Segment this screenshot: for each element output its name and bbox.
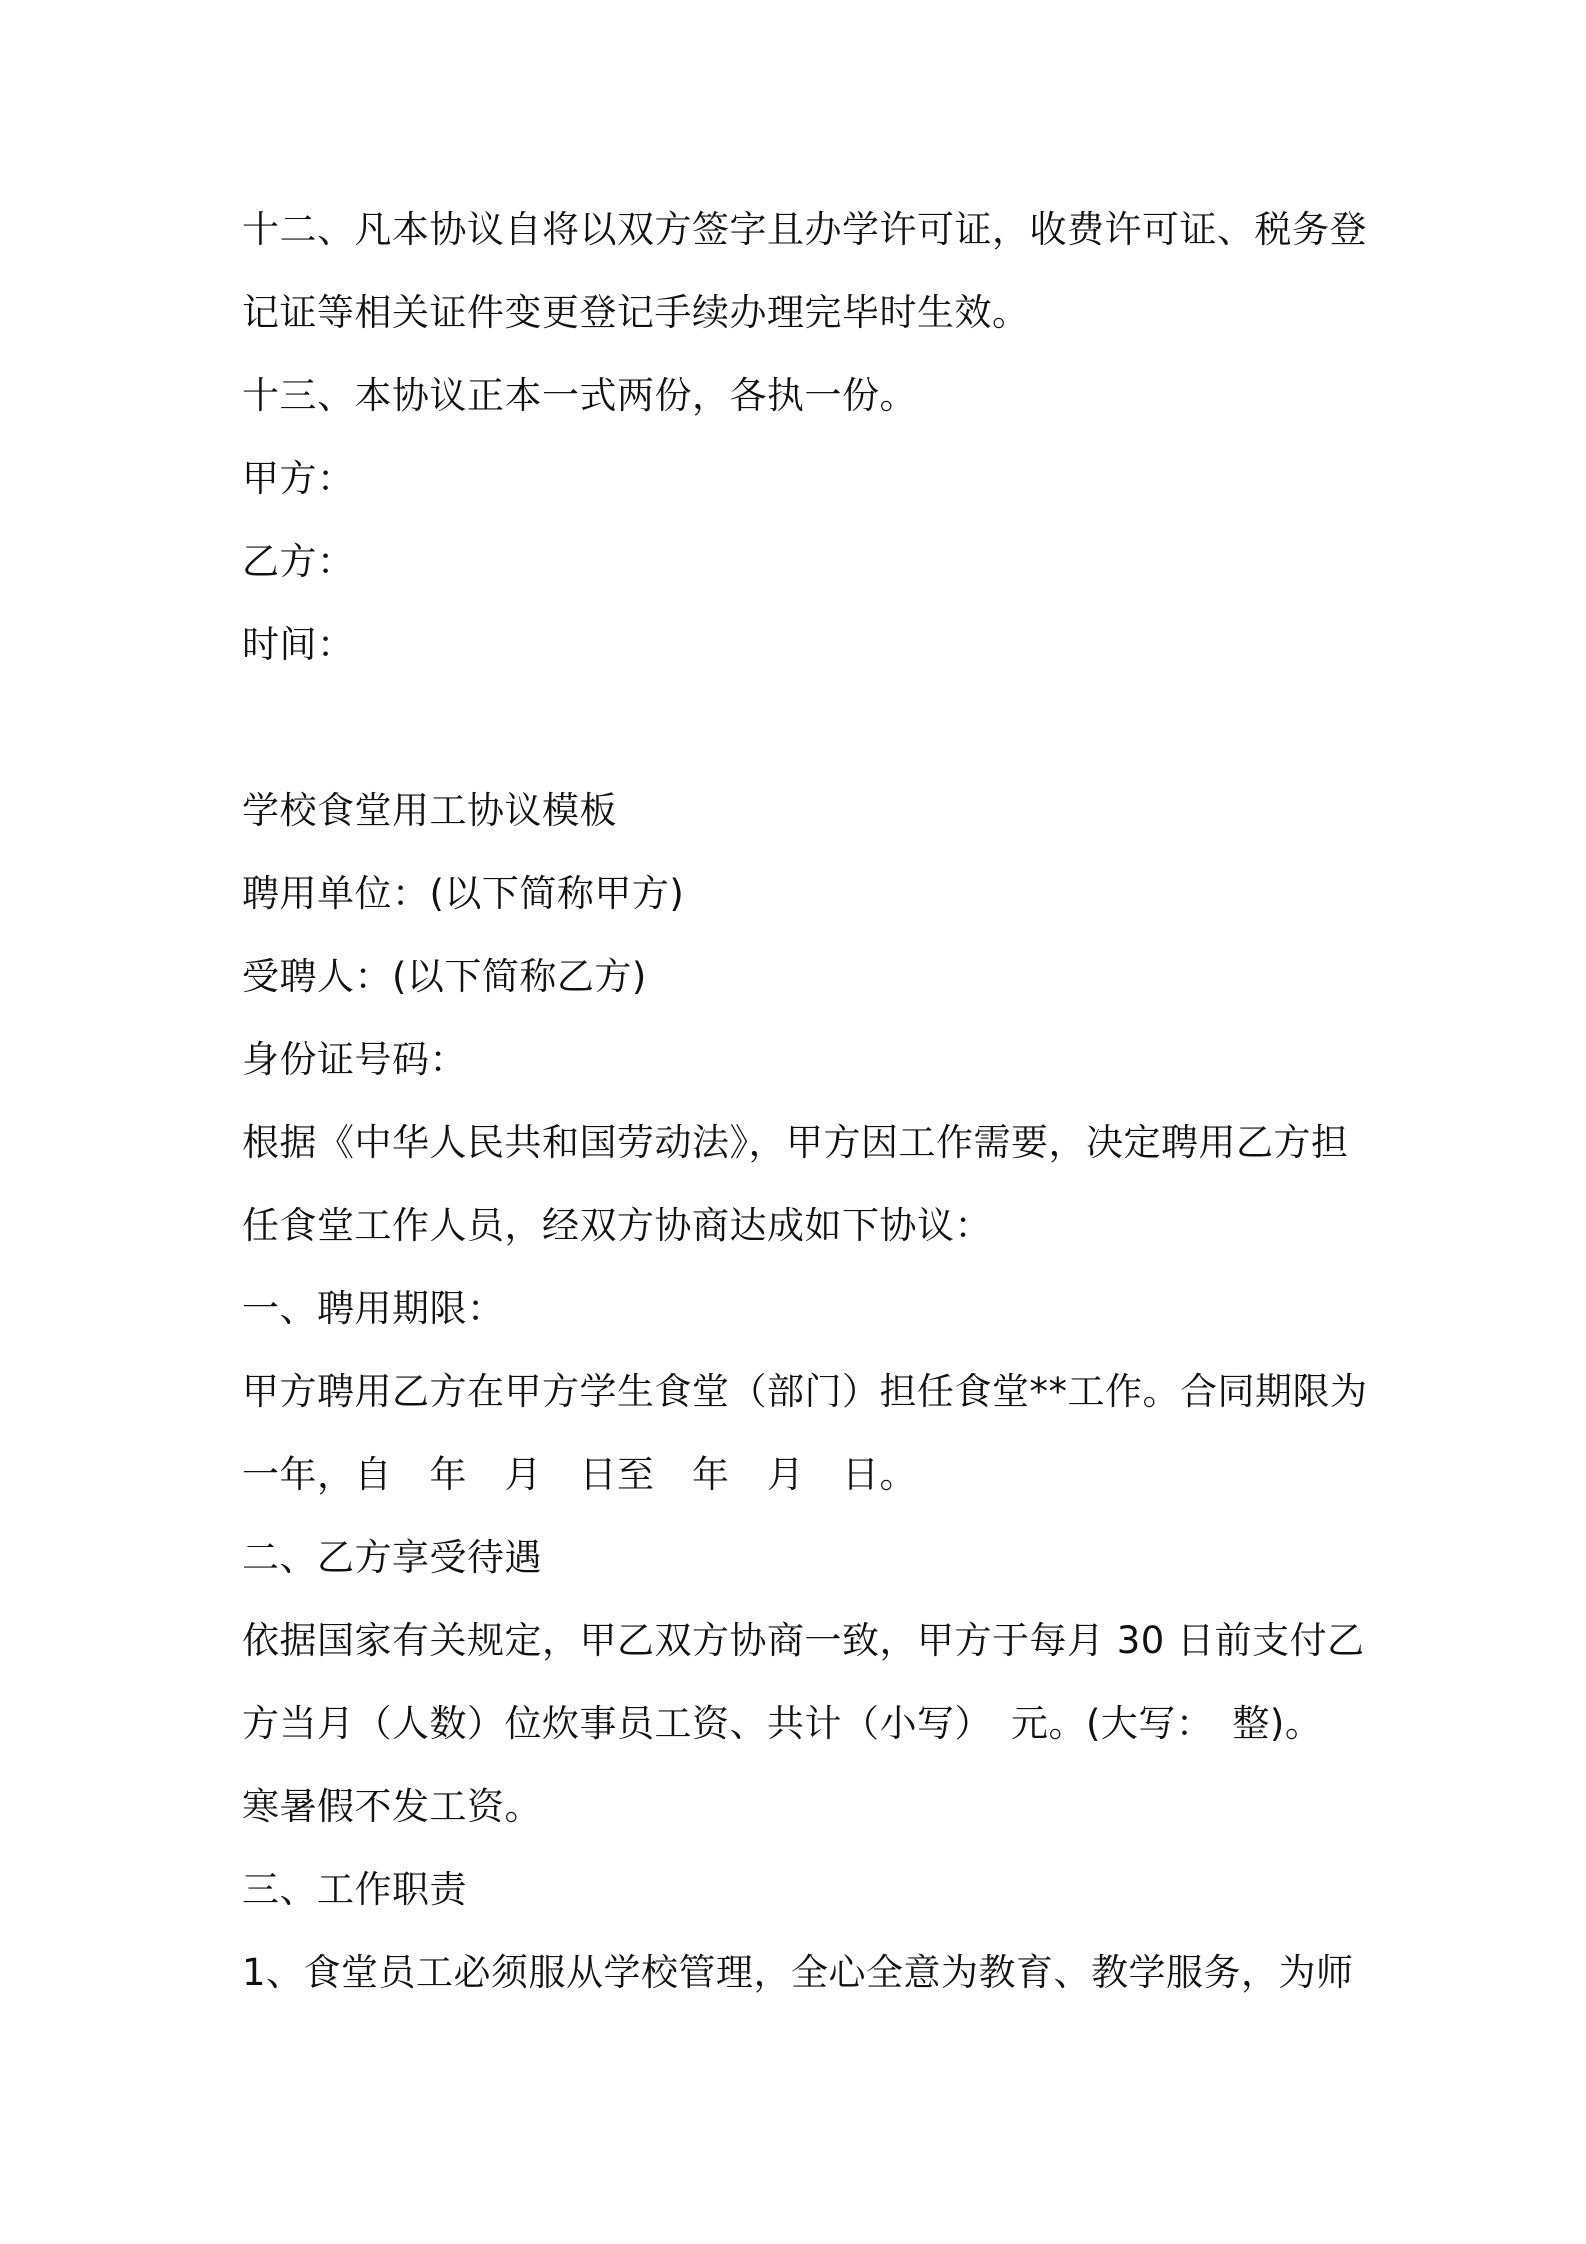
preamble-line-1: 根据《中华人民共和国劳动法》，甲方因工作需要，决定聘用乙方担 — [242, 1121, 1349, 1164]
section-2-line-3: 寒暑假不发工资。 — [242, 1785, 542, 1828]
clause-13: 十三、本协议正本一式两份，各执一份。 — [242, 374, 917, 417]
section-3-heading: 三、工作职责 — [242, 1868, 467, 1911]
clause-12-line-2: 记证等相关证件变更登记手续办理完毕时生效。 — [242, 291, 1030, 334]
clause-12-line-1: 十二、凡本协议自将以双方签字且办学许可证，收费许可证、税务登 — [242, 208, 1367, 251]
preamble-line-2: 任食堂工作人员，经双方协商达成如下协议： — [242, 1204, 992, 1247]
employer-field: 聘用单位：(以下简称甲方) — [242, 872, 685, 915]
party-a-signature-label: 甲方： — [242, 457, 355, 500]
section-1-heading: 一、聘用期限： — [242, 1287, 505, 1330]
employee-field: 受聘人：(以下简称乙方) — [242, 955, 647, 998]
section-2-line-1: 依据国家有关规定，甲乙双方协商一致，甲方于每月 30 日前支付乙 — [242, 1619, 1365, 1662]
section-2-heading: 二、乙方享受待遇 — [242, 1536, 542, 1579]
section-2-line-2: 方当月（人数）位炊事员工资、共计（小写） 元。(大写： 整)。 — [242, 1702, 1323, 1745]
section-1-line-1: 甲方聘用乙方在甲方学生食堂（部门）担任食堂**工作。合同期限为 — [242, 1370, 1368, 1413]
date-label: 时间： — [242, 623, 355, 666]
id-number-field: 身份证号码： — [242, 1038, 467, 1081]
document-title: 学校食堂用工协议模板 — [242, 789, 617, 832]
section-3-item-1: 1、食堂员工必须服从学校管理，全心全意为教育、教学服务，为师 — [242, 1951, 1354, 1994]
party-b-signature-label: 乙方： — [242, 540, 355, 583]
section-1-line-2: 一年，自 年 月 日至 年 月 日。 — [242, 1453, 917, 1496]
